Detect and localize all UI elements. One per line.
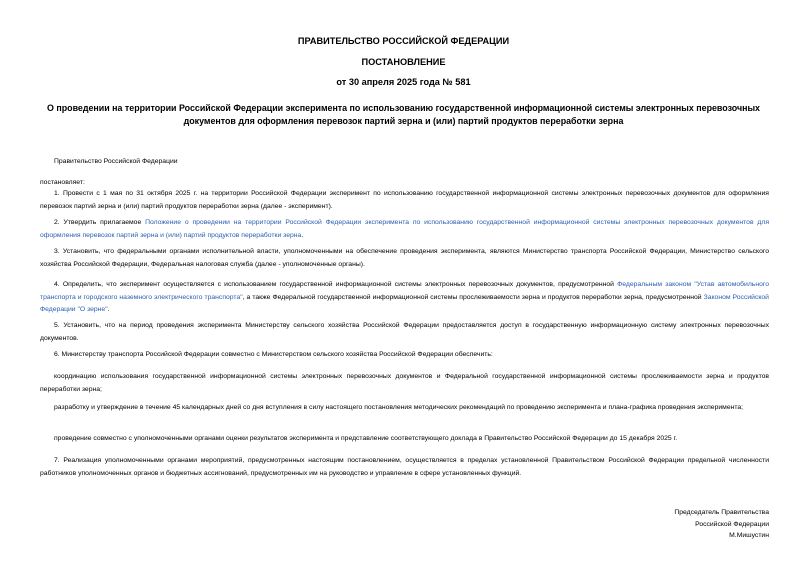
paragraph-5: 5. Установить, что на период проведения эксперимента Министерству сельского хозяйства Российской Федерации предоставляется доступ в государственную информационную систему электронных перевозочных документов. bbox=[40, 322, 769, 342]
signature-position-2: Российской Федерации bbox=[695, 520, 769, 528]
regulation-link[interactable]: Положение о проведении на территории Российской Федерации эксперимента по использованию государственной информационной системы электронных перевозочных документов для оформления перевозок партий зерна и (или) партий продуктов переработки зерна bbox=[40, 219, 770, 239]
signature-block bbox=[674, 507, 769, 542]
paragraph-3: 3. Установить, что федеральными органами исполнительной власти, уполномоченными на обеспечение проведения эксперимента, являются Министерство транспорта Российской Федерации, Министерство сельского хозяйства Российской Федерации, Федеральная налоговая служба (далее - уполномоченные органы). bbox=[40, 248, 769, 268]
intro-government: Правительство Российской Федерации bbox=[54, 158, 178, 165]
paragraph-4-end: . bbox=[107, 306, 110, 313]
paragraph-1: 1. Провести с 1 мая по 31 октября 2025 г. на территории Российской Федерации эксперимент по использованию государственной информационной системы электронных перевозочных документов для оформления перевозок партий зерна и (или) партий продуктов переработки зерна (далее - эксперимент). bbox=[40, 190, 769, 210]
paragraph-4 bbox=[40, 279, 769, 317]
paragraph-6-item-1: координацию использования государственной информационной системы электронных перевозочных документов и Федеральной государственной информационной системы прослеживаемости зерна и продуктов переработки зерна; bbox=[40, 373, 769, 393]
doc-type-heading: ПОСТАНОВЛЕНИЕ bbox=[361, 57, 446, 67]
paragraph-4-text-b: , а также Федеральной государственной информационной системы прослеживаемости зерна и продуктов переработки зерна, предусмотренной bbox=[242, 293, 704, 301]
signature-position-1: Председатель Правительства bbox=[674, 509, 769, 516]
date-number-heading: от 30 апреля 2025 года № 581 bbox=[336, 77, 471, 87]
document-title: О проведении на территории Российской Федерации эксперимента по использованию государственной информационной системы электронных перевозочных документов для оформления перевозок партий зерна и (или) партий продуктов переработки зерна bbox=[47, 103, 760, 126]
grain-law-link[interactable]: Законом Российской Федерации "О зерне" bbox=[40, 293, 769, 313]
paragraph-2 bbox=[40, 217, 769, 242]
paragraph-4-text-a: 4. Определить, что эксперимент осуществляется с использованием государственной информационной системы электронных перевозочных документов, предусмотренной bbox=[54, 281, 618, 288]
government-heading: ПРАВИТЕЛЬСТВО РОССИЙСКОЙ ФЕДЕРАЦИИ bbox=[297, 36, 510, 46]
paragraph-2-end: . bbox=[301, 231, 304, 239]
paragraph-7: 7. Реализация уполномоченными органами мероприятий, предусмотренных настоящим постановлением, осуществляется в пределах установленной Правительством Российской Федерации предельной численности работников уполномоченных органов и бюджетных ассигнований, предусмотренных им на руководство и управление в сфере установленных функций. bbox=[40, 457, 769, 477]
signature-name: М.Мишустин bbox=[729, 532, 769, 539]
federal-law-link[interactable]: Федеральным законом "Устав автомобильного транспорта и городского наземного электрического транспорта" bbox=[40, 281, 769, 301]
paragraph-6-item-2: разработку и утверждение в течение 45 календарных дней со дня вступления в силу настоящего постановления методических рекомендаций по проведению эксперимента и плана-графика проведения эксперимента; bbox=[54, 404, 744, 411]
intro-resolves: постановляет: bbox=[40, 179, 85, 186]
paragraph-2-text: 2. Утвердить прилагаемое bbox=[54, 219, 146, 226]
paragraph-6-item-3: проведение совместно с уполномоченными органами оценки результатов эксперимента и представление соответствующего доклада в Правительство Российской Федерации до 15 декабря 2025 г. bbox=[54, 435, 678, 442]
paragraph-6: 6. Министерству транспорта Российской Федерации совместно с Министерством сельского хозяйства Российской Федерации обеспечить: bbox=[54, 351, 493, 358]
